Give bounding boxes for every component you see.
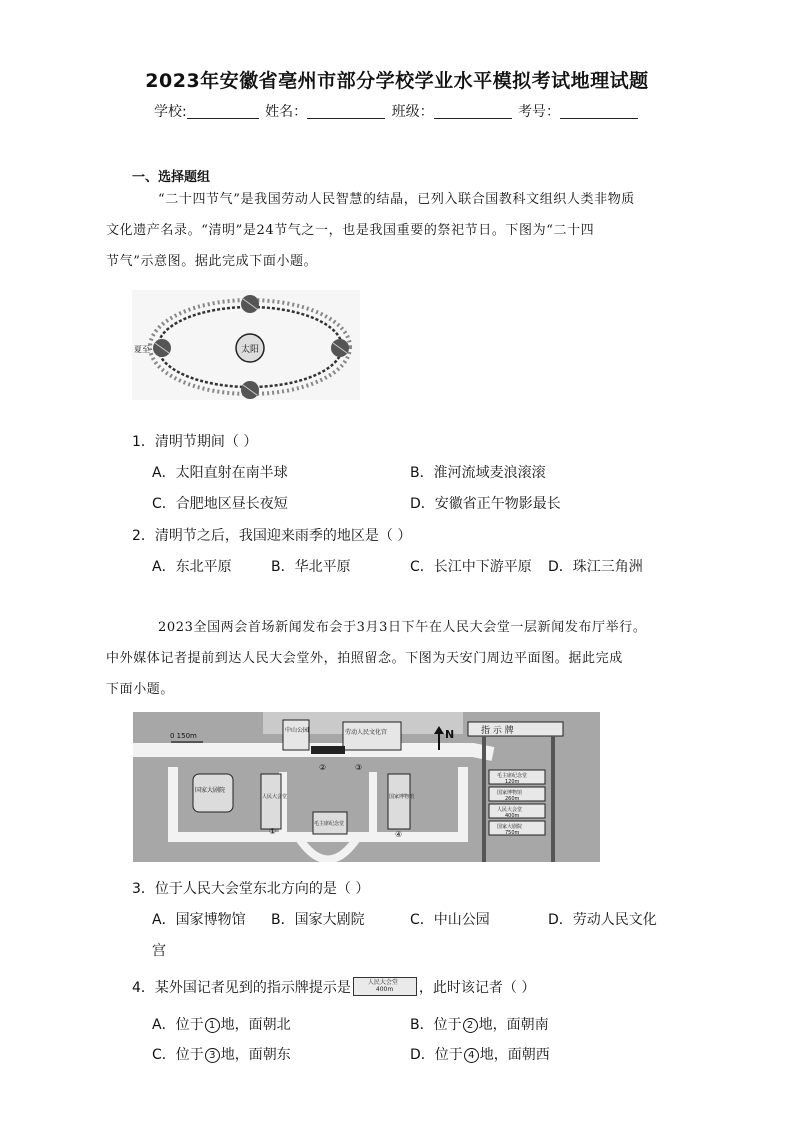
summer-solstice-label: 夏至: [134, 345, 150, 354]
passage-1: [106, 184, 672, 277]
option-c-post: 地，面朝东: [220, 1047, 291, 1063]
question-1-option-d[interactable]: D．安徽省正午物影最长: [410, 496, 561, 512]
sign-item-2-dist: 260m: [505, 796, 520, 802]
school-blank: [187, 104, 259, 119]
passage-2-line-2: 中外媒体记者提前到达人民大会堂外，拍照留念。下图为天安门周边平面图。据此完成: [106, 651, 623, 666]
circled-number-2: 2: [463, 1018, 478, 1033]
earth-spring-icon: [241, 295, 259, 313]
solar-terms-diagram: [132, 290, 360, 400]
question-2-stem: 2．清明节之后，我国迎来雨季的地区是（ ）: [132, 528, 412, 544]
sign-item-1-dist: 120m: [505, 779, 520, 785]
circled-number-3: 3: [205, 1048, 220, 1063]
option-c-pre: C．位于: [152, 1047, 204, 1063]
inline-sign-dist: 400m: [375, 986, 394, 993]
class-label: 班级：: [391, 104, 434, 120]
question-1-option-a[interactable]: A．太阳直射在南半球: [152, 465, 288, 481]
question-2-option-d[interactable]: D．珠江三角洲: [548, 559, 643, 575]
question-2-option-a[interactable]: A．东北平原: [152, 559, 232, 575]
signboard-title: 指 示 牌: [481, 726, 514, 736]
question-3-option-d-continued: 宫: [152, 943, 166, 959]
school-label: 学校:: [153, 104, 187, 120]
question-1-option-b[interactable]: B．淮河流域麦浪滚滚: [410, 465, 546, 481]
scale-label: 0 150m: [170, 732, 197, 740]
tiananmen-gate: [311, 746, 345, 754]
inline-signboard-icon: [353, 977, 417, 996]
passage-2: [106, 612, 672, 705]
question-3-stem: 3．位于人民大会堂东北方向的是（ ）: [132, 881, 370, 897]
mao-memorial-label: 毛主席纪念堂: [314, 821, 345, 827]
number-blank: [560, 104, 638, 119]
passage-2-line-3: 下面小题。: [106, 682, 175, 697]
earth-winter-icon: [331, 339, 349, 357]
student-info-line: [0, 101, 794, 121]
tiananmen-map: [133, 712, 600, 862]
section-title: 一、选择题组: [132, 170, 211, 185]
question-2-option-b[interactable]: B．华北平原: [271, 559, 351, 575]
sign-item-1-name: 毛主席纪念堂: [497, 773, 528, 779]
marker-1: ①: [269, 827, 277, 836]
question-1-option-c[interactable]: C．合肥地区昼长夜短: [152, 496, 288, 512]
marker-2: ②: [319, 763, 327, 772]
circled-number-4: 4: [464, 1048, 479, 1063]
passage-1-line-2: 文化遗产名录。“清明”是24节气之一，也是我国重要的祭祀节日。下图为“二十四: [106, 223, 595, 238]
option-d-pre: D．位于: [410, 1047, 463, 1063]
class-blank: [434, 104, 512, 119]
question-3-option-c[interactable]: C．中山公园: [410, 912, 490, 928]
question-4-stem-pre: 4．某外国记者见到的指示牌提示是: [132, 980, 351, 996]
option-a-post: 地，面朝北: [220, 1017, 291, 1033]
name-blank: [307, 104, 385, 119]
national-museum-label: 国家博物馆: [389, 794, 415, 800]
question-1-stem: 1．清明节期间（ ）: [132, 434, 258, 450]
question-4-option-d[interactable]: [410, 1044, 550, 1064]
number-label: 考号：: [518, 104, 561, 120]
question-4-stem-post: ，此时该记者（ ）: [418, 980, 536, 996]
sign-item-4-dist: 750m: [505, 830, 520, 836]
name-label: 姓名：: [265, 104, 308, 120]
north-label: N: [445, 728, 455, 741]
marker-3: ③: [355, 763, 363, 772]
question-3-option-d[interactable]: D．劳动人民文化: [548, 912, 657, 928]
exam-title: 2023年安徽省亳州市部分学校学业水平模拟考试地理试题: [145, 70, 649, 92]
sign-item-4-name: 国家大剧院: [497, 824, 523, 830]
sign-item-3-dist: 400m: [505, 813, 520, 819]
question-2-option-c[interactable]: C．长江中下游平原: [410, 559, 532, 575]
sun-label: 太阳: [240, 345, 260, 355]
earth-summer-icon: [153, 339, 171, 357]
question-4-option-a[interactable]: [152, 1014, 291, 1034]
zhongshan-park-label: 中山公园: [285, 727, 310, 734]
laodong-palace-label: 劳动人民文化宫: [345, 729, 388, 736]
sign-item-3-name: 人民大会堂: [497, 807, 523, 813]
inline-sign-name: 人民大会堂: [367, 979, 398, 986]
marker-4: ④: [395, 830, 403, 839]
circled-number-1: 1: [205, 1018, 220, 1033]
great-hall-label: 人民大会堂: [262, 794, 288, 800]
option-d-post: 地，面朝西: [479, 1047, 550, 1063]
passage-2-line-1: 2023全国两会首场新闻发布会于3月3日下午在人民大会堂一层新闻发布厅举行。: [158, 620, 647, 635]
question-4-stem: [132, 977, 535, 997]
earth-autumn-icon: [241, 381, 259, 399]
option-a-pre: A．位于: [152, 1017, 204, 1033]
sign-item-2-name: 国家博物馆: [497, 790, 523, 796]
passage-1-line-3: 节气”示意图。据此完成下面小题。: [106, 254, 318, 269]
question-3-option-b[interactable]: B．国家大剧院: [271, 912, 365, 928]
national-theater-label: 国家大剧院: [195, 787, 226, 794]
question-4-option-b[interactable]: [410, 1014, 549, 1034]
option-b-post: 地，面朝南: [478, 1017, 549, 1033]
option-b-pre: B．位于: [410, 1017, 462, 1033]
question-3-option-a[interactable]: A．国家博物馆: [152, 912, 246, 928]
question-4-option-c[interactable]: [152, 1044, 291, 1064]
passage-1-line-1: “二十四节气”是我国劳动人民智慧的结晶，已列入联合国教科文组织人类非物质: [158, 192, 635, 207]
